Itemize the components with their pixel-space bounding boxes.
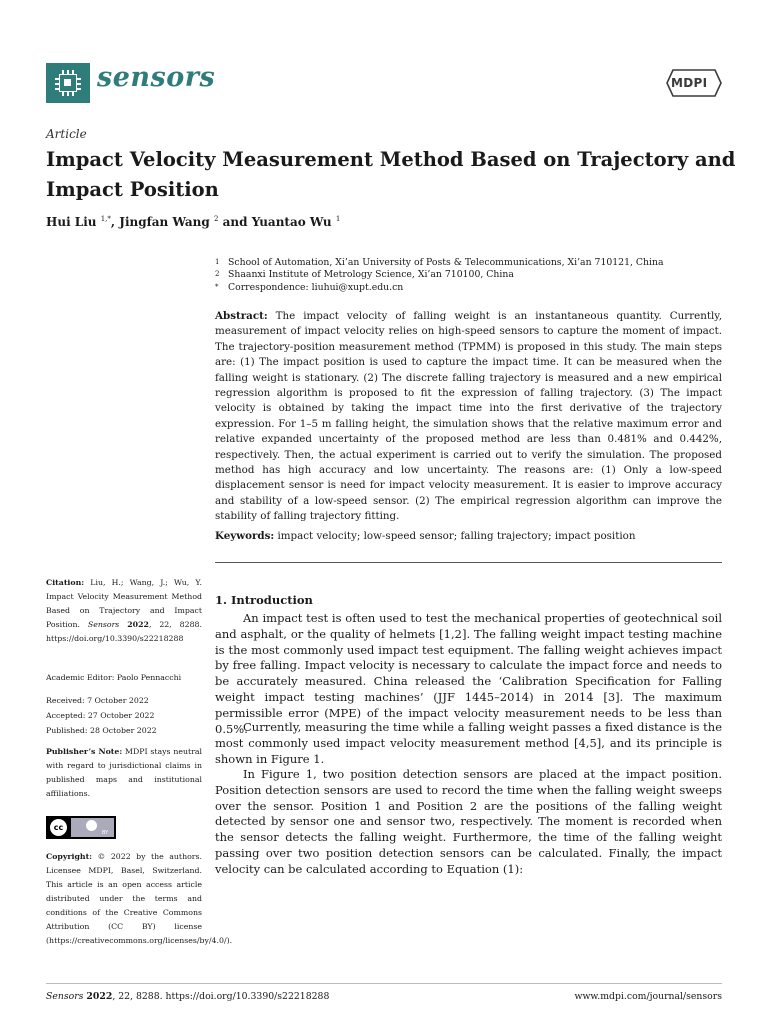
copyright: Copyright: © 2022 by the authors. Licensee MDPI, Basel, Switzerland. This article is an open access article distributed under the terms and conditions of the Creative Commons Attribution (CC BY) license (https://creativecommons.org/licenses/by/4.0/). [46, 852, 233, 945]
footer-citation: Sensors 2022, 22, 8288. https://doi.org/10.3390/s22218288 [46, 991, 330, 1002]
accepted-date: Accepted: 27 October 2022 [46, 711, 155, 720]
footer-divider [46, 983, 722, 984]
author-list: Hui Liu $^{1,*}$, Jingfan Wang $^2$ and Yuantao Wu $^1$ [46, 215, 341, 229]
cc-license-badge[interactable]: cc BY [46, 816, 116, 839]
affiliation-item: 2 Shaanxi Institute of Metrology Science, Xi’an 710100, China [215, 269, 514, 280]
publisher-logo[interactable] [665, 68, 723, 98]
abstract-text: The impact velocity of falling weight is an instantaneous quantity. Currently, measurement of impact velocity relies on high-speed sensors to capture the moment of impact. The trajectory-position measurement method (TPMM) is proposed in this study. The main steps are: (1) The impact position is used to capture the impact time. It can be measured when the falling weight is stationary. (2) The discrete falling trajectory is measured and a new empirical regression algorithm is proposed to fit the expression of falling trajectory. (3) The impact velocity is obtained by taking the impact time into the first derivative of the trajectory expression. For 1–5 m falling height, the simulation shows that the relative maximum error and relative expanded uncertainty of the proposed method are less than 0.481% and 0.442%, respectively. Then, the actual experiment is carried out to verify the simulation. The proposed method has high accuracy and low uncertainty. The reasons are: (1) Only a low-speed displacement sensor is need for impact velocity measurement. It is easier to improve accuracy and stability of a low-speed sensor. (2) The empirical regression algorithm can improve the stability of falling trajectory fitting. [215, 310, 722, 523]
divider [215, 562, 722, 563]
author-affiliation-mark: 1,* [100, 215, 111, 223]
abstract [215, 309, 722, 525]
chip-icon [59, 74, 77, 92]
received-date: Received: 7 October 2022 [46, 696, 149, 705]
journal-url-link[interactable]: www.mdpi.com/journal/sensors [574, 991, 722, 1002]
author-affiliation-mark: 2 [213, 215, 219, 223]
article-type: Article [46, 127, 87, 141]
academic-editor: Academic Editor: Paolo Pennacchi [46, 673, 182, 682]
body-paragraph: An impact test is often used to test the mechanical properties of geotechnical soil and asphalt, or the quality of helmets [1,2]. The falling weight impact testing machine is the most commonly used impact test equipment. The falling weight achieves impact by free falling. Impact velocity is necessary to calculate the impact force and needs to be accurately measured. China released the ‘Calibration Specification for Falling weight impact testing machines’ (JJF 1445–2014) in 2014 [3]. The maximum permissible error (MPE) of the impact velocity measurement needs to be less than 0.5%. [215, 611, 722, 736]
publisher-note: Publisher’s Note: MDPI stays neutral with regard to jurisdictional claims in published maps and institutional affiliations. [46, 747, 202, 798]
keywords [215, 529, 722, 544]
body-paragraph: In Figure 1, two position detection sensors are placed at the impact position. Position detection sensors are used to record the time when the falling weight sweeps over the sensor. Position 1 and Position 2 are the positions of the falling weight detected by sensor one and sensor two, respectively. The moment is recorded when the sensor detects the falling weight. Furthermore, the time of the falling weight passing over two position detection sensors can be calculated. Finally, the impact velocity can be calculated according to Equation (1): [215, 767, 722, 876]
author-name[interactable]: Jingfan Wang [119, 215, 210, 229]
author-name[interactable]: Yuantao Wu [251, 215, 332, 229]
publisher-name: MDPI [671, 76, 708, 90]
published-date: Published: 28 October 2022 [46, 726, 157, 735]
journal-logo [46, 63, 90, 103]
affiliation-item: 1 School of Automation, Xi’an University of Posts & Telecommunications, Xi’an 710121, China [215, 257, 664, 268]
journal-name[interactable]: sensors [97, 62, 216, 93]
keywords-text: impact velocity; low-speed sensor; falling trajectory; impact position [277, 530, 636, 542]
author-name[interactable]: Hui Liu [46, 215, 97, 229]
article-title: Impact Velocity Measurement Method Based on Trajectory and Impact Position [46, 148, 736, 201]
correspondence[interactable]: * Correspondence: liuhui@xupt.edu.cn [215, 282, 404, 293]
attribution-icon [86, 820, 97, 831]
section-heading: 1. Introduction [215, 593, 313, 607]
body-paragraph: Currently, measuring the time while a falling weight passes a fixed distance is the most commonly used impact velocity measurement method [4,5], and its principle is shown in Figure 1. [215, 720, 722, 766]
author-affiliation-mark: 1 [335, 215, 341, 223]
abstract-label: Abstract: [215, 310, 268, 322]
cc-icon: cc [50, 819, 67, 836]
citation: Citation: Liu, H.; Wang, J.; Wu, Y. Impact Velocity Measurement Method Based on Trajectory and Impact Position. Sensors 2022, 22, 8288. https://doi.org/10.3390/s22218288 [46, 578, 203, 643]
keywords-label: Keywords: [215, 530, 275, 542]
